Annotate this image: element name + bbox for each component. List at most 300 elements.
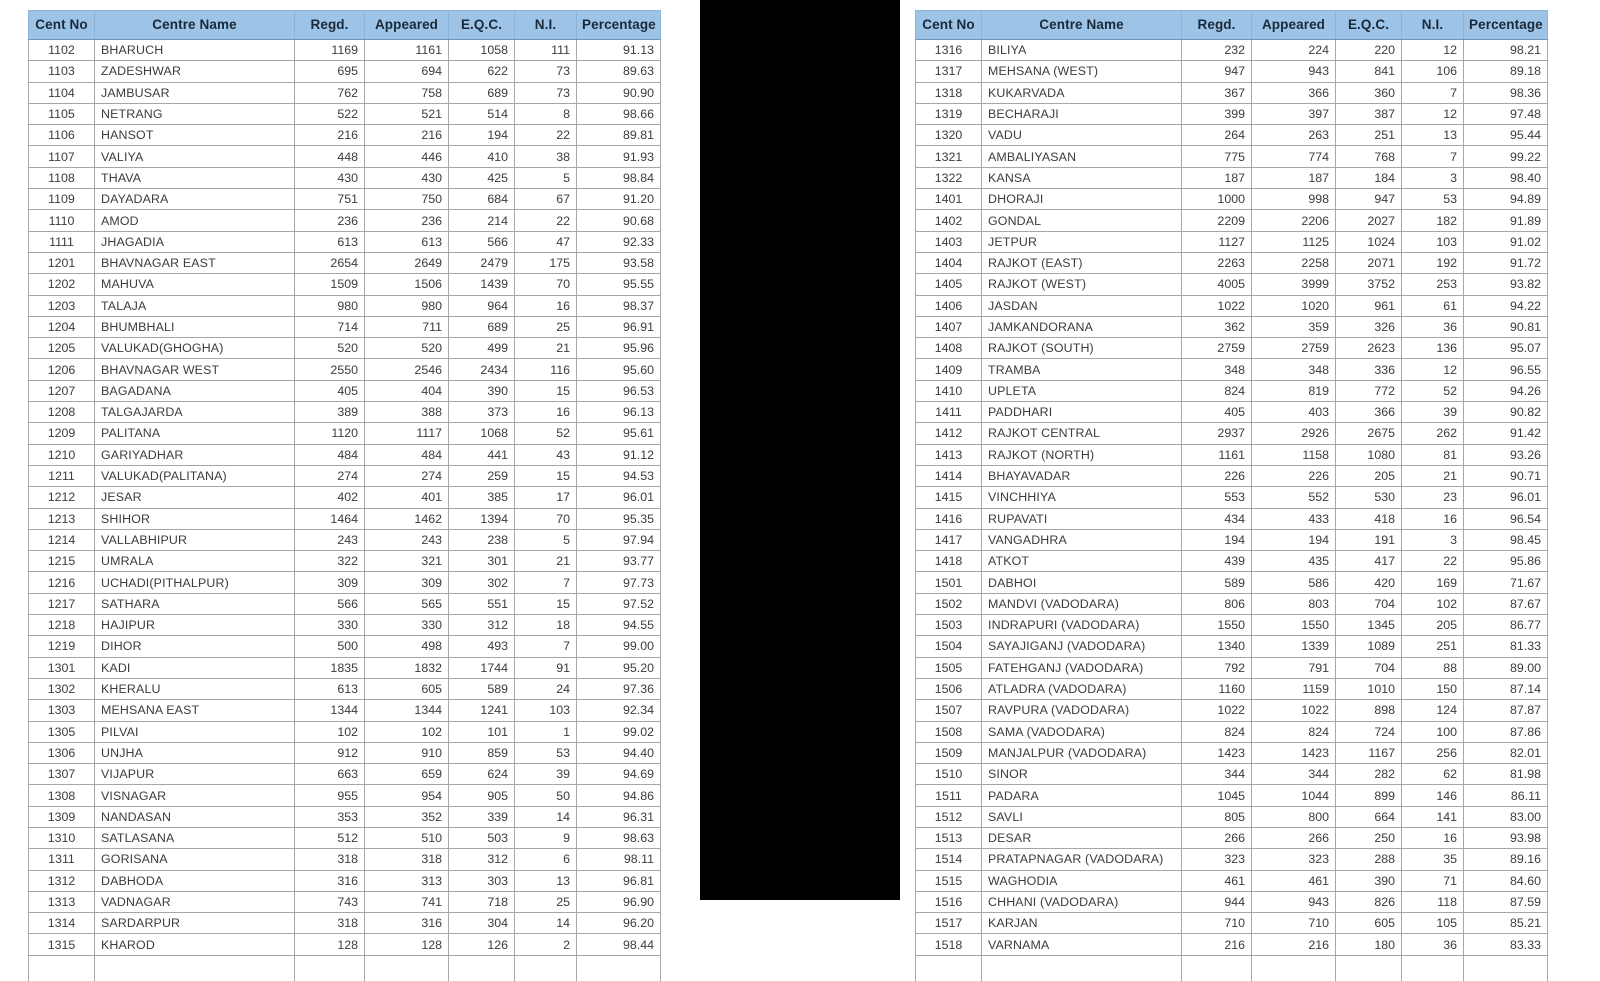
cell-centre-name: RAJKOT (SOUTH) [982, 338, 1182, 359]
cell-appeared: 388 [365, 402, 449, 423]
cell-percentage: 96.01 [577, 487, 661, 508]
table-row[interactable] [29, 934, 661, 955]
table-row[interactable] [916, 146, 1548, 167]
cell-eqc: 420 [1336, 572, 1402, 593]
table-header-row [29, 11, 661, 40]
cell-cent-no: 1408 [916, 338, 982, 359]
cell-percentage: 90.71 [1464, 465, 1548, 486]
table-row[interactable] [29, 316, 661, 337]
column-header-cent-no[interactable]: Cent No [29, 11, 95, 40]
cell-regd: 330 [295, 615, 365, 636]
cell-eqc: 689 [449, 316, 515, 337]
table-row[interactable] [916, 189, 1548, 210]
table-row[interactable] [916, 210, 1548, 231]
cell-percentage: 91.42 [1464, 423, 1548, 444]
cell-cent-no: 1404 [916, 252, 982, 273]
cell-regd: 1160 [1182, 678, 1252, 699]
cell-percentage: 81.98 [1464, 764, 1548, 785]
cell-ni: 47 [515, 231, 577, 252]
cell-cent-no: 1515 [916, 870, 982, 891]
cell-eqc: 961 [1336, 295, 1402, 316]
cell-appeared: 397 [1252, 103, 1336, 124]
table-row[interactable] [29, 338, 661, 359]
table-row[interactable] [916, 657, 1548, 678]
cell-centre-name: WAGHODIA [982, 870, 1182, 891]
table-row[interactable] [916, 402, 1548, 423]
cell-eqc: 684 [449, 189, 515, 210]
cell-appeared: 313 [365, 870, 449, 891]
cell-cent-no: 1318 [916, 82, 982, 103]
table-row[interactable] [916, 465, 1548, 486]
cell-cent-no: 1210 [29, 444, 95, 465]
cell-regd: 1340 [1182, 636, 1252, 657]
table-row[interactable] [916, 40, 1548, 61]
cell-centre-name: MANJALPUR (VADODARA) [982, 742, 1182, 763]
table-row[interactable] [916, 615, 1548, 636]
cell-centre-name: VALLABHIPUR [95, 529, 295, 550]
cell-centre-name: VALUKAD(GHOGHA) [95, 338, 295, 359]
table-row[interactable] [29, 146, 661, 167]
cell-cent-no: 1309 [29, 806, 95, 827]
cell-eqc: 1241 [449, 700, 515, 721]
table-row[interactable] [29, 551, 661, 572]
table-row[interactable] [29, 678, 661, 699]
cell-percentage: 97.36 [577, 678, 661, 699]
cell-appeared: 366 [1252, 82, 1336, 103]
table-row[interactable] [916, 678, 1548, 699]
table-row[interactable] [29, 827, 661, 848]
cell-appeared: 3999 [1252, 274, 1336, 295]
table-row[interactable] [916, 593, 1548, 614]
cell-eqc: 964 [449, 295, 515, 316]
table-row[interactable] [916, 423, 1548, 444]
column-header-ni[interactable]: N.I. [1402, 11, 1464, 40]
cell-centre-name: PADDHARI [982, 402, 1182, 423]
table-row[interactable] [916, 764, 1548, 785]
cell-regd: 348 [1182, 359, 1252, 380]
table-row[interactable] [916, 827, 1548, 848]
cell-centre-name: KANSA [982, 167, 1182, 188]
cell-percentage: 98.45 [1464, 529, 1548, 550]
cell-ni: 91 [515, 657, 577, 678]
cell-centre-name: PADARA [982, 785, 1182, 806]
cell-percentage: 89.00 [1464, 657, 1548, 678]
column-header-appeared[interactable]: Appeared [1252, 11, 1336, 40]
cell-regd: 344 [1182, 764, 1252, 785]
cell-eqc: 624 [449, 764, 515, 785]
table-row[interactable] [916, 508, 1548, 529]
table-row[interactable] [29, 167, 661, 188]
table-row[interactable] [916, 82, 1548, 103]
cell-centre-name: UMRALA [95, 551, 295, 572]
cell-ni: 182 [1402, 210, 1464, 231]
cell-centre-name: SATHARA [95, 593, 295, 614]
cell-appeared: 910 [365, 742, 449, 763]
cell-eqc: 425 [449, 167, 515, 188]
table-row[interactable] [916, 487, 1548, 508]
cell-eqc: 385 [449, 487, 515, 508]
cell-ni: 16 [1402, 508, 1464, 529]
table-row[interactable] [916, 721, 1548, 742]
table-row[interactable] [29, 913, 661, 934]
cell-eqc: 288 [1336, 849, 1402, 870]
cell-regd: 187 [1182, 167, 1252, 188]
cell-regd: 520 [295, 338, 365, 359]
cell-percentage: 93.58 [577, 252, 661, 273]
cell-regd: 323 [1182, 849, 1252, 870]
cell-appeared: 401 [365, 487, 449, 508]
column-header-ni[interactable]: N.I. [515, 11, 577, 40]
cell-percentage: 89.63 [577, 61, 661, 82]
table-row[interactable] [29, 700, 661, 721]
cell-cent-no: 1213 [29, 508, 95, 529]
cell-centre-name: RAJKOT CENTRAL [982, 423, 1182, 444]
cell-cent-no: 1512 [916, 806, 982, 827]
table-row[interactable] [29, 849, 661, 870]
cell-centre-name: VIJAPUR [95, 764, 295, 785]
cell-ni: 24 [515, 678, 577, 699]
cell-blank [1182, 955, 1252, 981]
table-row[interactable] [29, 380, 661, 401]
cell-ni: 25 [515, 316, 577, 337]
cell-regd: 500 [295, 636, 365, 657]
table-row[interactable] [29, 359, 661, 380]
cell-centre-name: AMOD [95, 210, 295, 231]
cell-eqc: 2071 [1336, 252, 1402, 273]
table-row[interactable] [29, 806, 661, 827]
cell-regd: 710 [1182, 913, 1252, 934]
cell-ni: 21 [1402, 465, 1464, 486]
cell-cent-no: 1307 [29, 764, 95, 785]
cell-percentage: 89.18 [1464, 61, 1548, 82]
table-row[interactable] [916, 849, 1548, 870]
cell-percentage: 92.34 [577, 700, 661, 721]
cell-cent-no: 1102 [29, 40, 95, 61]
cell-ni: 5 [515, 529, 577, 550]
column-header-centre-name[interactable]: Centre Name [95, 11, 295, 40]
cell-eqc: 1744 [449, 657, 515, 678]
cell-appeared: 1125 [1252, 231, 1336, 252]
cell-percentage: 98.40 [1464, 167, 1548, 188]
cell-eqc: 282 [1336, 764, 1402, 785]
cell-centre-name: BILIYA [982, 40, 1182, 61]
table-row[interactable] [916, 125, 1548, 146]
table-row[interactable] [29, 61, 661, 82]
cell-percentage: 96.91 [577, 316, 661, 337]
table-row[interactable] [916, 252, 1548, 273]
table-row[interactable] [29, 636, 661, 657]
table-row[interactable] [29, 508, 661, 529]
cell-percentage: 98.66 [577, 103, 661, 124]
cell-regd: 2654 [295, 252, 365, 273]
cell-eqc: 101 [449, 721, 515, 742]
table-row[interactable] [916, 316, 1548, 337]
table-row[interactable] [29, 423, 661, 444]
table-trailing-blank-row [916, 955, 1548, 981]
cell-appeared: 1506 [365, 274, 449, 295]
cell-centre-name: SHIHOR [95, 508, 295, 529]
table-row[interactable] [916, 700, 1548, 721]
cell-cent-no: 1107 [29, 146, 95, 167]
cell-percentage: 91.02 [1464, 231, 1548, 252]
table-row[interactable] [29, 487, 661, 508]
cell-cent-no: 1219 [29, 636, 95, 657]
column-header-eqc[interactable]: E.Q.C. [449, 11, 515, 40]
cell-centre-name: VINCHHIYA [982, 487, 1182, 508]
table-row[interactable] [916, 891, 1548, 912]
cell-regd: 1423 [1182, 742, 1252, 763]
table-row[interactable] [916, 274, 1548, 295]
cell-eqc: 180 [1336, 934, 1402, 955]
table-row[interactable] [29, 402, 661, 423]
column-header-regd[interactable]: Regd. [295, 11, 365, 40]
cell-cent-no: 1406 [916, 295, 982, 316]
cell-cent-no: 1409 [916, 359, 982, 380]
cell-centre-name: JESAR [95, 487, 295, 508]
cell-cent-no: 1407 [916, 316, 982, 337]
cell-blank [449, 955, 515, 981]
table-row[interactable] [916, 913, 1548, 934]
table-row[interactable] [29, 764, 661, 785]
cell-cent-no: 1405 [916, 274, 982, 295]
cell-eqc: 360 [1336, 82, 1402, 103]
cell-ni: 61 [1402, 295, 1464, 316]
cell-cent-no: 1506 [916, 678, 982, 699]
cell-appeared: 800 [1252, 806, 1336, 827]
table-row[interactable] [916, 870, 1548, 891]
table-row[interactable] [29, 785, 661, 806]
cell-cent-no: 1202 [29, 274, 95, 295]
cell-centre-name: AMBALIYASAN [982, 146, 1182, 167]
column-header-appeared[interactable]: Appeared [365, 11, 449, 40]
cell-cent-no: 1513 [916, 827, 982, 848]
cell-regd: 353 [295, 806, 365, 827]
cell-cent-no: 1209 [29, 423, 95, 444]
column-header-centre-name[interactable]: Centre Name [982, 11, 1182, 40]
table-row[interactable] [916, 529, 1548, 550]
column-header-cent-no[interactable]: Cent No [916, 11, 982, 40]
cell-centre-name: NETRANG [95, 103, 295, 124]
cell-cent-no: 1504 [916, 636, 982, 657]
cell-ni: 22 [515, 210, 577, 231]
cell-appeared: 330 [365, 615, 449, 636]
cell-ni: 23 [1402, 487, 1464, 508]
table-row[interactable] [29, 274, 661, 295]
cell-regd: 1161 [1182, 444, 1252, 465]
table-row[interactable] [916, 636, 1548, 657]
cell-eqc: 1058 [449, 40, 515, 61]
table-row[interactable] [916, 359, 1548, 380]
cell-appeared: 243 [365, 529, 449, 550]
table-row[interactable] [916, 785, 1548, 806]
table-row[interactable] [29, 870, 661, 891]
cell-appeared: 711 [365, 316, 449, 337]
cell-ni: 124 [1402, 700, 1464, 721]
cell-eqc: 947 [1336, 189, 1402, 210]
cell-appeared: 2258 [1252, 252, 1336, 273]
table-row[interactable] [29, 40, 661, 61]
cell-ni: 15 [515, 593, 577, 614]
cell-ni: 14 [515, 806, 577, 827]
table-row[interactable] [29, 593, 661, 614]
cell-appeared: 1158 [1252, 444, 1336, 465]
cell-appeared: 1161 [365, 40, 449, 61]
cell-cent-no: 1507 [916, 700, 982, 721]
cell-ni: 12 [1402, 103, 1464, 124]
table-row[interactable] [916, 806, 1548, 827]
cell-centre-name: ATKOT [982, 551, 1182, 572]
cell-eqc: 390 [1336, 870, 1402, 891]
cell-cent-no: 1320 [916, 125, 982, 146]
table-row[interactable] [916, 61, 1548, 82]
table-row[interactable] [916, 742, 1548, 763]
table-row[interactable] [916, 167, 1548, 188]
cell-regd: 232 [1182, 40, 1252, 61]
cell-regd: 1509 [295, 274, 365, 295]
table-row[interactable] [916, 231, 1548, 252]
cell-regd: 1127 [1182, 231, 1252, 252]
cell-regd: 2263 [1182, 252, 1252, 273]
table-row[interactable] [29, 231, 661, 252]
cell-percentage: 98.84 [577, 167, 661, 188]
cell-ni: 12 [1402, 40, 1464, 61]
table-row[interactable] [916, 551, 1548, 572]
cell-centre-name: NANDASAN [95, 806, 295, 827]
table-row[interactable] [29, 572, 661, 593]
cell-appeared: 521 [365, 103, 449, 124]
cell-eqc: 336 [1336, 359, 1402, 380]
table-row[interactable] [916, 572, 1548, 593]
cell-percentage: 96.55 [1464, 359, 1548, 380]
cell-centre-name: SINOR [982, 764, 1182, 785]
column-header-percentage[interactable]: Percentage [1464, 11, 1548, 40]
table-row[interactable] [29, 189, 661, 210]
cell-regd: 566 [295, 593, 365, 614]
cell-regd: 2759 [1182, 338, 1252, 359]
cell-eqc: 772 [1336, 380, 1402, 401]
cell-centre-name: RUPAVATI [982, 508, 1182, 529]
table-row[interactable] [916, 934, 1548, 955]
cell-regd: 824 [1182, 721, 1252, 742]
cell-percentage: 91.12 [577, 444, 661, 465]
cell-centre-name: RAVPURA (VADODARA) [982, 700, 1182, 721]
cell-ni: 141 [1402, 806, 1464, 827]
cell-cent-no: 1103 [29, 61, 95, 82]
cell-centre-name: ATLADRA (VADODARA) [982, 678, 1182, 699]
cell-appeared: 321 [365, 551, 449, 572]
cell-ni: 256 [1402, 742, 1464, 763]
column-header-regd[interactable]: Regd. [1182, 11, 1252, 40]
cell-appeared: 1159 [1252, 678, 1336, 699]
table-row[interactable] [29, 295, 661, 316]
table-row[interactable] [29, 465, 661, 486]
cell-ni: 251 [1402, 636, 1464, 657]
table-row[interactable] [29, 252, 661, 273]
cell-centre-name: JETPUR [982, 231, 1182, 252]
table-row[interactable] [29, 210, 661, 231]
cell-blank [577, 955, 661, 981]
cell-eqc: 251 [1336, 125, 1402, 146]
cell-ni: 118 [1402, 891, 1464, 912]
cell-eqc: 899 [1336, 785, 1402, 806]
cell-percentage: 95.55 [577, 274, 661, 295]
table-row[interactable] [29, 891, 661, 912]
cell-ni: 36 [1402, 934, 1464, 955]
cell-appeared: 741 [365, 891, 449, 912]
table-row[interactable] [916, 338, 1548, 359]
cell-centre-name: MEHSANA EAST [95, 700, 295, 721]
cell-regd: 236 [295, 210, 365, 231]
cell-eqc: 214 [449, 210, 515, 231]
cell-percentage: 97.52 [577, 593, 661, 614]
cell-regd: 613 [295, 678, 365, 699]
table-row[interactable] [29, 529, 661, 550]
table-row[interactable] [29, 444, 661, 465]
cell-ni: 3 [1402, 529, 1464, 550]
cell-appeared: 484 [365, 444, 449, 465]
cell-regd: 318 [295, 913, 365, 934]
cell-appeared: 1832 [365, 657, 449, 678]
cell-appeared: 263 [1252, 125, 1336, 146]
cell-regd: 762 [295, 82, 365, 103]
cell-percentage: 96.31 [577, 806, 661, 827]
cell-centre-name: SAMA (VADODARA) [982, 721, 1182, 742]
cell-eqc: 303 [449, 870, 515, 891]
table-row[interactable] [29, 615, 661, 636]
cell-regd: 955 [295, 785, 365, 806]
table-row[interactable] [29, 721, 661, 742]
cell-centre-name: VALUKAD(PALITANA) [95, 465, 295, 486]
table-row[interactable] [29, 82, 661, 103]
table-row[interactable] [916, 103, 1548, 124]
cell-percentage: 89.81 [577, 125, 661, 146]
cell-ni: 150 [1402, 678, 1464, 699]
cell-percentage: 97.48 [1464, 103, 1548, 124]
cell-percentage: 92.33 [577, 231, 661, 252]
cell-cent-no: 1516 [916, 891, 982, 912]
column-header-eqc[interactable]: E.Q.C. [1336, 11, 1402, 40]
cell-eqc: 259 [449, 465, 515, 486]
cell-centre-name: JHAGADIA [95, 231, 295, 252]
cell-cent-no: 1514 [916, 849, 982, 870]
cell-regd: 589 [1182, 572, 1252, 593]
cell-centre-name: UNJHA [95, 742, 295, 763]
cell-cent-no: 1417 [916, 529, 982, 550]
column-header-percentage[interactable]: Percentage [577, 11, 661, 40]
table-row[interactable] [29, 103, 661, 124]
table-row[interactable] [916, 295, 1548, 316]
cell-percentage: 96.81 [577, 870, 661, 891]
cell-eqc: 826 [1336, 891, 1402, 912]
cell-percentage: 87.87 [1464, 700, 1548, 721]
cell-appeared: 824 [1252, 721, 1336, 742]
cell-percentage: 95.96 [577, 338, 661, 359]
cell-ni: 6 [515, 849, 577, 870]
cell-cent-no: 1203 [29, 295, 95, 316]
cell-ni: 16 [515, 402, 577, 423]
cell-appeared: 194 [1252, 529, 1336, 550]
table-row[interactable] [916, 444, 1548, 465]
table-row[interactable] [29, 742, 661, 763]
table-row[interactable] [29, 657, 661, 678]
cell-percentage: 93.82 [1464, 274, 1548, 295]
cell-appeared: 403 [1252, 402, 1336, 423]
cell-appeared: 1117 [365, 423, 449, 444]
table-row[interactable] [916, 380, 1548, 401]
cell-percentage: 90.68 [577, 210, 661, 231]
table-row[interactable] [29, 125, 661, 146]
cell-eqc: 194 [449, 125, 515, 146]
